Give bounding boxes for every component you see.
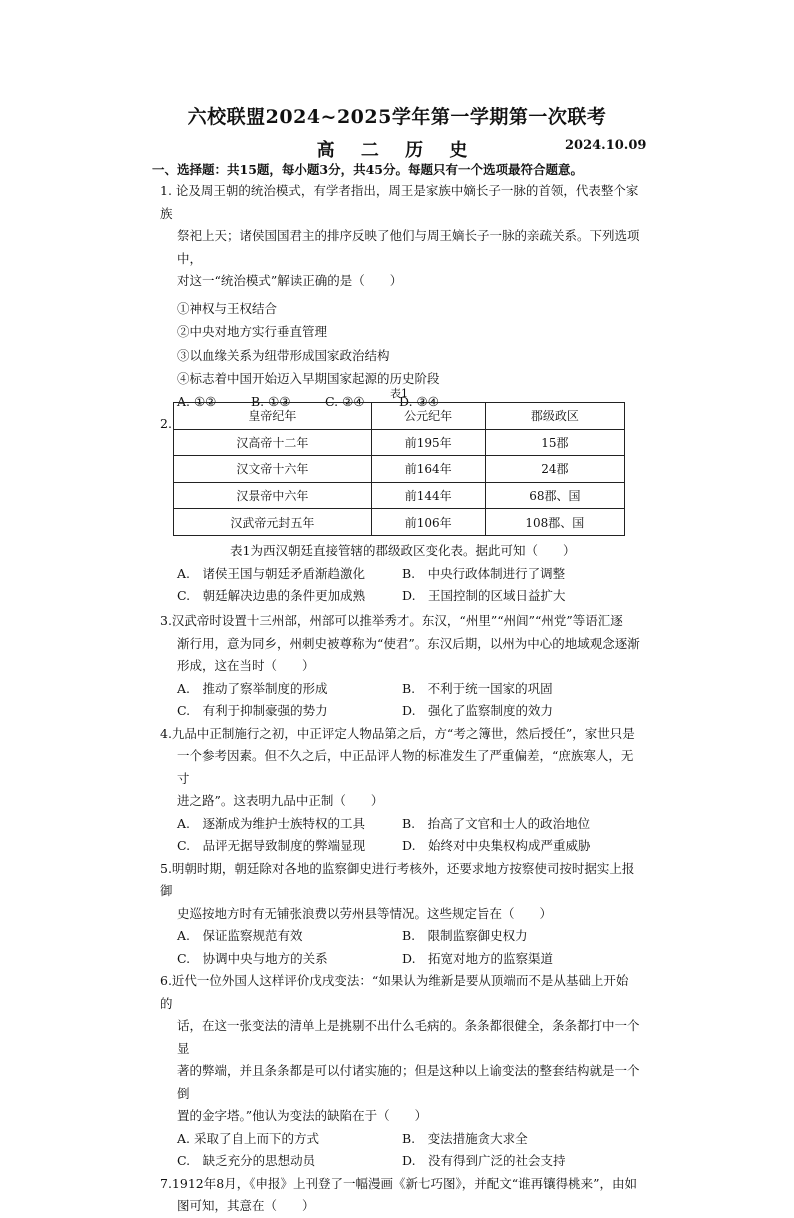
q2-option-a[interactable]: A. 诸侯王国与朝廷矛盾渐趋激化 (177, 565, 366, 581)
table-cell: 汉文帝十六年 (174, 456, 372, 483)
table-header-cell: 公元纪年 (371, 403, 485, 430)
q5-line: 史巡按地方时有无铺张浪费以劳州县等情况。这些规定旨在（ ） (177, 905, 553, 921)
q1-option-b[interactable]: B. ①③ (251, 393, 291, 409)
q5-option-c[interactable]: C. 协调中央与地方的关系 (177, 950, 328, 966)
questions-3-7 (160, 610, 640, 1218)
table-cell: 15郡 (485, 429, 624, 456)
q2-option-b[interactable]: B. 中央行政体制进行了调整 (402, 565, 566, 581)
q5-options-row (160, 948, 640, 971)
section-heading: 一、选择题：共15题，每小题3分，共45分。每题只有一个选项最符合题意。 (152, 162, 583, 177)
table-row (174, 482, 625, 509)
district-table (173, 402, 625, 536)
q3-option-c[interactable]: C. 有利于抑制豪强的势力 (177, 703, 328, 718)
table-cell: 汉景帝中六年 (174, 482, 372, 509)
exam-date: 2024.10.09 (565, 138, 647, 153)
q7-line: 7.1912年8月，《申报》上刊登了一幅漫画《新七巧图》，并配文“谁再镶得桃来”，由如 (160, 1175, 637, 1191)
q2-table-block (173, 386, 625, 536)
q1-option-d[interactable]: D. ③④ (399, 393, 439, 409)
q4-option-a[interactable]: A. 逐渐成为维护士族特权的工具 (177, 815, 366, 831)
q5-option-b[interactable]: B. 限制监察御史权力 (402, 928, 528, 943)
q3-option-d[interactable]: D. 强化了监察制度的效力 (402, 703, 554, 718)
table-cell: 前164年 (371, 456, 485, 483)
table-header-cell: 郡级政区 (485, 403, 624, 430)
q4-options-row (160, 813, 640, 836)
q6-options-row (160, 1150, 640, 1173)
question-6 (160, 970, 640, 1173)
q1-line: 祭祀上天；诸侯国国君主的排序反映了他们与周王嫡长子一脉的亲疏关系。下列选项中， (177, 228, 640, 266)
table-cell: 前144年 (371, 482, 485, 509)
q6-option-a[interactable]: A. 采取了自上而下的方式 (177, 1130, 319, 1146)
q3-option-a[interactable]: A. 推动了察举制度的形成 (177, 680, 328, 696)
q2-option-c[interactable]: C. 朝廷解决边患的条件更加成熟 (177, 588, 366, 603)
q6-line: 置的金字塔。”他认为变法的缺陷在于（ ） (177, 1108, 428, 1123)
table-row (174, 509, 625, 536)
q5-option-a[interactable]: A. 保证监察规范有效 (177, 928, 303, 943)
q1-line: 对这一“统治模式”解读正确的是（ ） (177, 273, 403, 288)
q7-line: 图可知，其意在（ ） (177, 1198, 315, 1213)
q3-line: 3.汉武帝时设置十三州部，州部可以推举秀才。东汉，“州里”“州闾”“州党”等语汇逐 (160, 613, 623, 628)
q1-line: 1. 论及周王朝的统治模式，有学者指出，周王是家族中嫡长子一脉的首领，代表整个家族 (160, 183, 639, 221)
q3-option-b[interactable]: B. 不利于统一国家的巩固 (402, 680, 553, 696)
table-cell: 汉武帝元封五年 (174, 509, 372, 536)
q1-statement: ②中央对地方实行垂直管理 (177, 324, 328, 339)
q6-options-row (160, 1128, 640, 1151)
table-cell: 108郡、国 (485, 509, 624, 536)
q3-line: 渐行用，意为同乡，州刺史被尊称为“使君”。东汉后期，以州为中心的地域观念逐渐 (177, 635, 640, 651)
q6-option-c[interactable]: C. 缺乏充分的思想动员 (177, 1153, 316, 1168)
q4-option-d[interactable]: D. 始终对中央集权构成严重威胁 (402, 838, 591, 853)
question-7 (160, 1173, 640, 1218)
question-2-body (160, 540, 640, 608)
table-row (174, 429, 625, 456)
q5-line: 5.明朝时期，朝廷除对各地的监察御史进行考核外，还要求地方按察使司按时据实上报御 (160, 860, 635, 898)
q6-line: 著的弊端，并且条条都是可以付诸实施的；但是这种以上谕变法的整套结构就是一个倒 (177, 1063, 640, 1101)
table-cell: 24郡 (485, 456, 624, 483)
subject-title: 高 二 历 史 (316, 140, 478, 161)
q2-options-row (160, 585, 640, 608)
question-4 (160, 723, 640, 858)
q6-line: 6.近代一位外国人这样评价戊戌变法：“如果认为维新是要从顶端而不是从基础上开始的 (160, 973, 629, 1011)
table-caption: 表1 (390, 387, 408, 400)
q1-statement: ③以血缘关系为纽带形成国家政治结构 (177, 347, 390, 363)
q1-statement: ①神权与王权结合 (177, 300, 278, 316)
q3-options-row (160, 678, 640, 701)
table-cell: 前195年 (371, 429, 485, 456)
q4-options-row (160, 835, 640, 858)
exam-title: 六校联盟2024~2025学年第一学期第一次联考 (187, 106, 607, 128)
q5-options-row (160, 925, 640, 948)
q1-option-c[interactable]: C. ②④ (325, 393, 365, 409)
table-row (174, 456, 625, 483)
q2-option-d[interactable]: D. 王国控制的区域日益扩大 (402, 588, 566, 603)
q2-options-row (160, 563, 640, 586)
q4-line: 4.九品中正制施行之初，中正评定人物品第之后，方“考之簿世，然后授任”，家世只是 (160, 725, 635, 741)
q4-option-c[interactable]: C. 品评无据导致制度的弊端显现 (177, 838, 366, 853)
question-5 (160, 858, 640, 971)
q2-stem: 表1为西汉朝廷直接管辖的郡级政区变化表。据此可知（ ） (230, 543, 576, 558)
q4-line: 一个参考因素。但不久之后，中正品评人物的标准发生了严重偏差，“庶族寒人，无寸 (177, 748, 634, 786)
q4-line: 进之路”。这表明九品中正制（ ） (177, 793, 384, 808)
table-cell: 68郡、国 (485, 482, 624, 509)
q1-statement: ④标志着中国开始迈入早期国家起源的历史阶段 (177, 371, 440, 386)
table-cell: 汉高帝十二年 (174, 429, 372, 456)
q6-option-b[interactable]: B. 变法措施贪大求全 (402, 1130, 528, 1146)
table-header-cell: 皇帝纪年 (174, 403, 372, 430)
q5-option-d[interactable]: D. 拓宽对地方的监察渠道 (402, 950, 554, 966)
question-3 (160, 610, 640, 723)
q3-options-row (160, 700, 640, 723)
table-cell: 前106年 (371, 509, 485, 536)
q3-line: 形成，这在当时（ ） (177, 658, 315, 673)
q6-option-d[interactable]: D. 没有得到广泛的社会支持 (402, 1153, 566, 1168)
q6-line: 话，在这一张变法的清单上是挑剔不出什么毛病的。条条都很健全，条条都打中一个显 (177, 1018, 640, 1056)
q4-option-b[interactable]: B. 抬高了文官和士人的政治地位 (402, 815, 591, 831)
q2-number: 2. (160, 416, 172, 431)
q1-option-a[interactable]: A. ①② (177, 393, 217, 409)
table-header-row (174, 403, 625, 430)
